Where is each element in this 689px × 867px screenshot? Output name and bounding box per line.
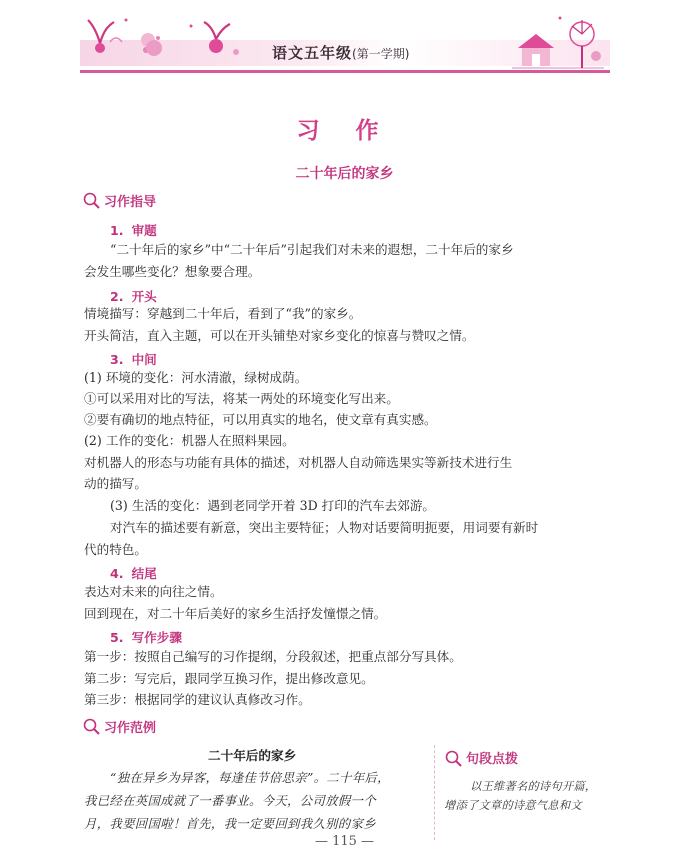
text-line: (2) 工作的变化：机器人在照料果园。 bbox=[84, 433, 295, 448]
section-number: 4. bbox=[110, 566, 124, 581]
book-title bbox=[272, 42, 409, 63]
text-line: 对机器人的形态与功能有具体的描述，对机器人自动筛选果实等新技术进行生 bbox=[84, 455, 513, 470]
section-heading-3 bbox=[110, 349, 157, 368]
text-line: 开头简洁，直入主题，可以在开头铺垫对家乡变化的惊喜与赞叹之情。 bbox=[84, 328, 475, 343]
sidebar-line: 以王维著名的诗句开篇， bbox=[470, 780, 597, 793]
column-divider bbox=[434, 745, 435, 840]
text-line: (1) 环境的变化：河水清澈，绿树成荫。 bbox=[84, 370, 308, 385]
sidebar-line: 增添了文章的诗意气息和文 bbox=[444, 799, 582, 812]
section-title: 开头 bbox=[131, 289, 157, 304]
text-line: 动的描写。 bbox=[84, 476, 147, 491]
text-line: ①可以采用对比的写法，将某一两处的环境变化写出来。 bbox=[84, 391, 399, 406]
section-title: 审题 bbox=[131, 223, 157, 238]
text-line: 代的特色。 bbox=[84, 542, 147, 557]
page-header bbox=[0, 0, 689, 80]
essay-line: 月，我要回国啦！首先，我一定要回到我久别的家乡 bbox=[84, 816, 376, 831]
example-label: 习作范例 bbox=[104, 720, 157, 736]
section-number: 1. bbox=[110, 223, 124, 238]
text-line: (3) 生活的变化：遇到老同学开着 3D 打印的汽车去郊游。 bbox=[110, 498, 436, 513]
text-line: ②要有确切的地点特征，可以用真实的地名，使文章有真实感。 bbox=[84, 412, 437, 427]
text-line: 第一步：按照自己编写的习作提纲，分段叙述，把重点部分写具体。 bbox=[84, 649, 462, 664]
magnifier-icon bbox=[82, 191, 100, 209]
text-line: 对汽车的描述要有新意，突出主要特征；人物对话要简明扼要，用词要有新时 bbox=[110, 520, 539, 535]
text-line: 表达对未来的向往之情。 bbox=[84, 584, 223, 599]
book-title-text: 语文五年级 bbox=[272, 44, 353, 62]
composition-topic: 二十年后的家乡 bbox=[295, 166, 394, 182]
section-title: 中间 bbox=[131, 352, 157, 367]
guide-section-header bbox=[82, 190, 156, 210]
text-line: “二十年后的家乡”中“二十年后”引起我们对未来的遐想，二十年后的家乡 bbox=[110, 242, 514, 257]
text-line: 第三步：根据同学的建议认真修改习作。 bbox=[84, 692, 311, 707]
text-line: 回到现在，对二十年后美好的家乡生活抒发憧憬之情。 bbox=[84, 606, 387, 621]
example-section-header bbox=[82, 716, 156, 736]
flower-decoration-icon bbox=[86, 12, 256, 62]
essay-line: 我已经在英国成就了一番事业。今天，公司放假一个 bbox=[84, 793, 376, 808]
section-heading-2 bbox=[110, 286, 157, 305]
guide-label: 习作指导 bbox=[104, 194, 157, 210]
essay-line: “独在异乡为异客，每逢佳节倍思亲”。二十年后， bbox=[110, 770, 390, 785]
text-line: 会发生哪些变化？想象要合理。 bbox=[84, 264, 261, 279]
magnifier-icon bbox=[82, 717, 100, 735]
sidebar-header bbox=[444, 748, 518, 767]
page-number: — 115 — bbox=[314, 834, 375, 849]
house-tree-decoration-icon bbox=[508, 10, 608, 74]
section-title: 结尾 bbox=[131, 566, 157, 581]
section-title: 写作步骤 bbox=[131, 630, 182, 645]
sidebar-label: 句段点拨 bbox=[466, 752, 519, 767]
section-number: 3. bbox=[110, 352, 124, 367]
magnifier-icon bbox=[444, 749, 462, 767]
text-line: 第二步：写完后，跟同学互换习作，提出修改意见。 bbox=[84, 671, 374, 686]
section-number: 5. bbox=[110, 630, 124, 645]
section-heading-4 bbox=[110, 563, 157, 582]
section-number: 2. bbox=[110, 289, 124, 304]
section-heading-5 bbox=[110, 627, 182, 646]
section-heading-1 bbox=[110, 220, 157, 239]
semester-text: (第一学期) bbox=[352, 47, 410, 61]
text-line: 情境描写：穿越到二十年后，看到了“我”的家乡。 bbox=[84, 306, 362, 321]
essay-title: 二十年后的家乡 bbox=[208, 748, 297, 763]
page-title: 习 作 bbox=[296, 118, 393, 144]
